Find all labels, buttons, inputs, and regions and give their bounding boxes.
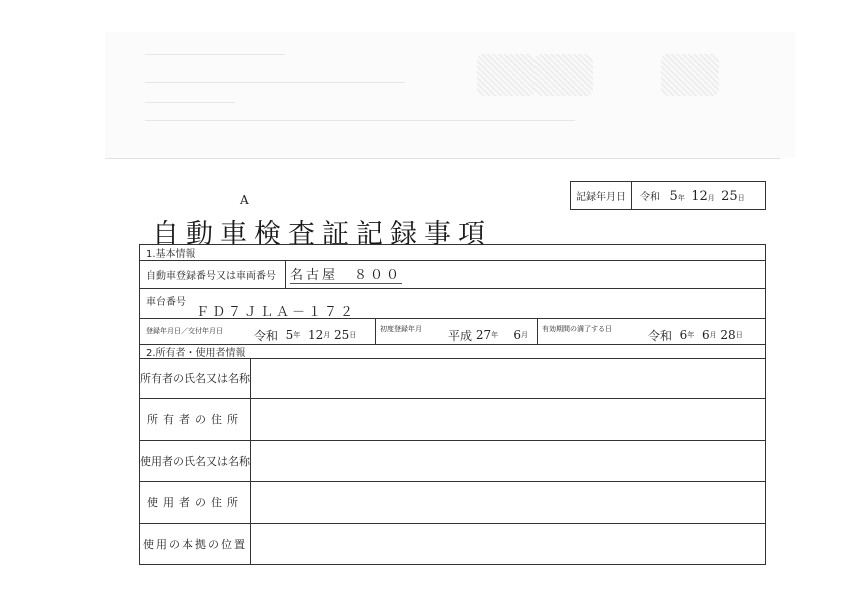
faint-text-line bbox=[145, 54, 285, 55]
faint-text-line bbox=[145, 82, 405, 83]
user-name-label: 使用者の氏名又は名称 bbox=[140, 454, 250, 468]
divider bbox=[375, 318, 376, 344]
faint-text-line bbox=[145, 102, 235, 103]
registration-number-label: 自動車登録番号又は車両番号 bbox=[146, 270, 276, 282]
registration-number-row bbox=[140, 260, 765, 289]
divider bbox=[250, 481, 251, 523]
expiry-date-value: 令和 6 年 6 月 28 日 bbox=[648, 328, 743, 343]
chassis-number-row bbox=[140, 288, 765, 319]
corner-mark: A bbox=[240, 193, 249, 207]
record-date-box bbox=[570, 181, 766, 210]
registration-date-value: 令和 5 年 12 月 25 日 bbox=[254, 328, 357, 343]
document-title: 自動車検査証記録事項 bbox=[152, 219, 492, 250]
chassis-number-value: ＦＤ７ＪＬＡ－１７２ bbox=[196, 304, 357, 320]
first-registration-value: 平成 27 年 6 月 bbox=[448, 328, 529, 343]
divider bbox=[250, 358, 251, 398]
divider bbox=[285, 260, 286, 288]
divider bbox=[250, 523, 251, 564]
registration-date-label: 登録年月日／交付年月日 bbox=[146, 327, 223, 335]
faint-stamp bbox=[535, 54, 593, 96]
record-date-label: 記録年月日 bbox=[571, 182, 632, 209]
record-date-value: 令和 5年 12月 25日 bbox=[640, 188, 745, 204]
user-address-label: 使用者の住所 bbox=[147, 496, 243, 509]
chassis-number-label: 車台番号 bbox=[146, 297, 186, 308]
dates-row bbox=[140, 318, 765, 345]
faint-stamp bbox=[661, 54, 719, 96]
registration-number-value: 名古屋 ８００ bbox=[290, 260, 540, 288]
base-location-label: 使用の本拠の位置 bbox=[143, 537, 247, 551]
owner-name-row bbox=[140, 358, 765, 399]
user-address-row bbox=[140, 481, 765, 524]
divider bbox=[250, 398, 251, 440]
owner-address-row bbox=[140, 398, 765, 441]
base-location-row bbox=[140, 523, 765, 565]
owner-name-label: 所有者の氏名又は名称 bbox=[140, 372, 250, 385]
first-registration-label: 初度登録年月 bbox=[380, 325, 422, 333]
record-table bbox=[139, 244, 766, 565]
owner-address-label: 所有者の住所 bbox=[147, 413, 243, 426]
section-basic-label: 1.基本情報 bbox=[146, 249, 196, 260]
section-owner-label: 2.所有者・使用者情報 bbox=[146, 347, 246, 359]
faint-stamp bbox=[477, 54, 535, 96]
section-basic-header bbox=[140, 245, 765, 261]
underlying-document bbox=[105, 32, 795, 158]
section-owner-header bbox=[140, 344, 765, 359]
expiry-date-label: 有効期間の満了する日 bbox=[542, 325, 612, 333]
divider bbox=[250, 440, 251, 481]
user-name-row bbox=[140, 440, 765, 482]
faint-text-line bbox=[145, 120, 575, 121]
divider bbox=[537, 318, 538, 344]
